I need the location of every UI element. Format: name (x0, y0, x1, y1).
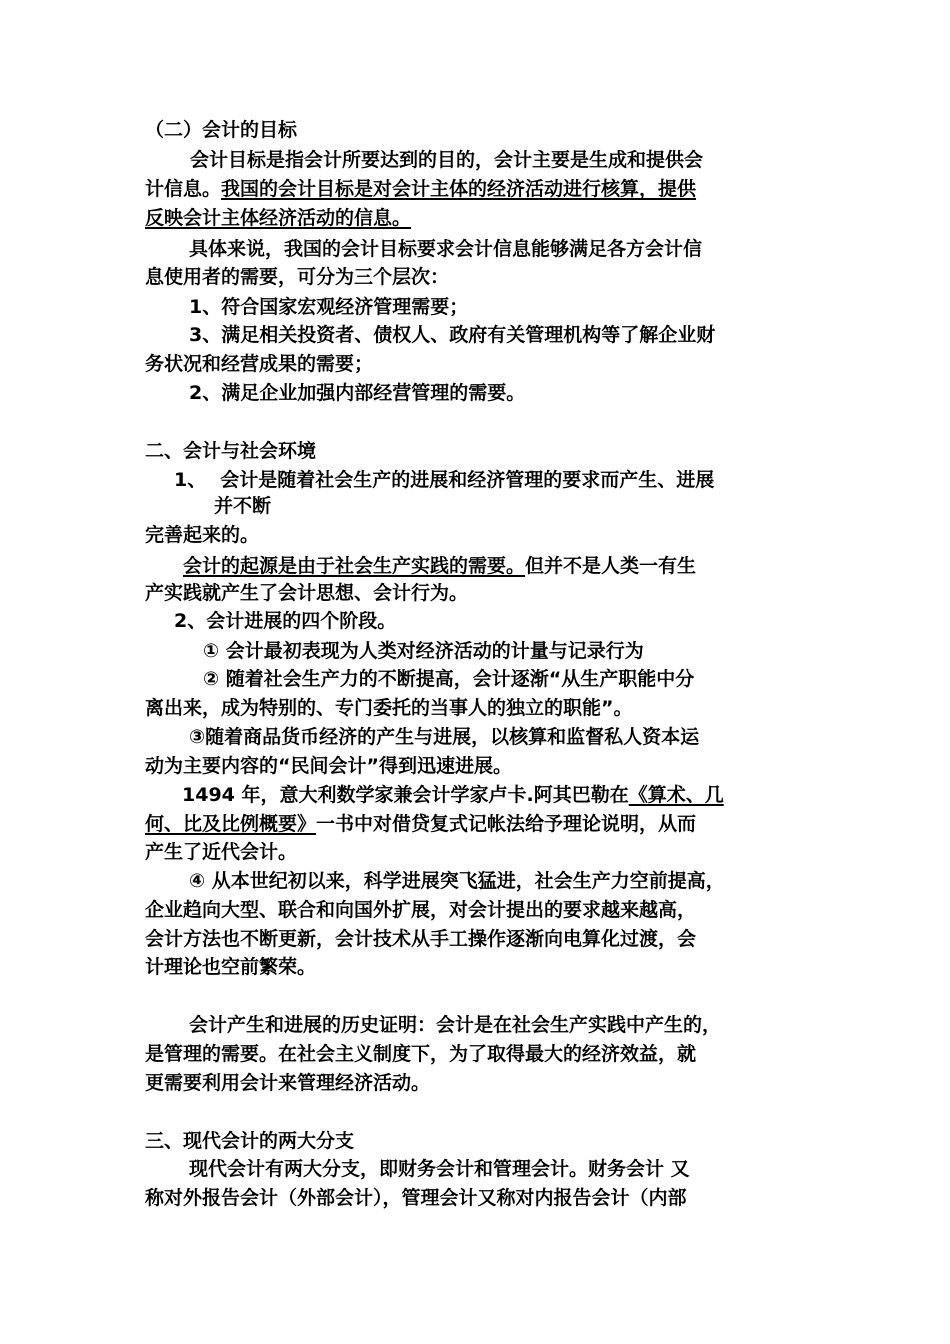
paragraph-line: 会计的起源是由于社会生产实践的需要。但并不是人类一有生 (183, 555, 697, 577)
underlined-text: 何、比及比例概要》 (145, 813, 317, 835)
underlined-text: 反映会计主体经济活动的信息。 (145, 207, 412, 229)
list-item: 2、满足企业加强内部经营管理的需要。 (189, 382, 526, 404)
list-item: ① 会计最初表现为人类对经济活动的计量与记录行为 (203, 640, 644, 662)
list-item: 1、 会计是随着社会生产的进展和经济管理的要求而产生、进展 (174, 469, 715, 491)
list-item: 3、满足相关投资者、债权人、政府有关管理机构等了解企业财 (189, 324, 716, 346)
paragraph-line: 离出来，成为特别的、专门委托的当事人的独立的职能”。 (145, 697, 633, 719)
paragraph-line: 会计产生和进展的历史证明：会计是在社会生产实践中产生的， (189, 1014, 722, 1036)
paragraph-line: 现代会计有两大分支，即财务会计和管理会计。财务会计 又 (189, 1158, 690, 1180)
section-heading: （二）会计的目标 (145, 119, 298, 141)
paragraph-line: 称对外报告会计（外部会计），管理会计又称对内报告会计（内部 (145, 1187, 687, 1209)
section-heading: 二、会计与社会环境 (145, 440, 317, 462)
paragraph-line: 1494 年，意大利数学家兼会计学家卢卡.阿其巴勒在《算术、几 (182, 784, 724, 806)
paragraph-line: 息使用者的需要，可分为三个层次： (145, 266, 450, 288)
list-item: 1、符合国家宏观经济管理需要； (189, 296, 469, 318)
paragraph-line: 并不断 (214, 495, 272, 517)
paragraph-line (145, 205, 411, 231)
list-item: ② 随着社会生产力的不断提高，会计逐渐“从生产职能中分 (203, 668, 695, 690)
paragraph-line: 企业趋向大型、联合和向国外扩展，对会计提出的要求越来越高， (145, 899, 697, 921)
paragraph-line: 动为主要内容的“民间会计”得到迅速进展。 (145, 755, 512, 777)
paragraph-line: 更需要利用会计来管理经济活动。 (145, 1072, 431, 1094)
paragraph-line: 产实践就产生了会计思想、会计行为。 (145, 582, 469, 604)
paragraph-line: 是管理的需要。在社会主义制度下，为了取得最大的经济效益，就 (145, 1043, 697, 1065)
paragraph-line: 会计方法也不断更新，会计技术从手工操作逐渐向电算化过渡，会 (145, 928, 697, 950)
paragraph-line: 具体来说，我国的会计目标要求会计信息能够满足各方会计信 (189, 238, 703, 260)
list-item: 2、会计进展的四个阶段。 (174, 610, 397, 632)
underlined-text: 会计的起源是由于社会生产实践的需要。 (183, 555, 526, 577)
list-item: ③随着商品货币经济的产生与进展，以核算和监督私人资本运 (189, 726, 700, 748)
paragraph-line: 计理论也空前繁荣。 (145, 956, 317, 978)
underlined-text: 《算术、几 (628, 784, 724, 806)
paragraph-line: 务状况和经营成果的需要； (145, 353, 374, 375)
list-item: ④ 从本世纪初以来，科学进展突飞猛进，社会生产力空前提高， (189, 870, 725, 892)
paragraph-line: 会计目标是指会计所要达到的目的，会计主要是生成和提供会 (190, 149, 704, 171)
paragraph-line: 计信息。我国的会计目标是对会计主体的经济活动进行核算，提供 (145, 178, 697, 200)
underlined-text: 我国的会计目标是对会计主体的经济活动进行核算，提供 (221, 178, 697, 200)
paragraph-line: 何、比及比例概要》一书中对借贷复式记帐法给予理论说明，从而 (145, 813, 697, 835)
paragraph-line: 完善起来的。 (145, 524, 260, 546)
section-heading: 三、现代会计的两大分支 (145, 1130, 355, 1152)
paragraph-line: 产生了近代会计。 (145, 841, 298, 863)
